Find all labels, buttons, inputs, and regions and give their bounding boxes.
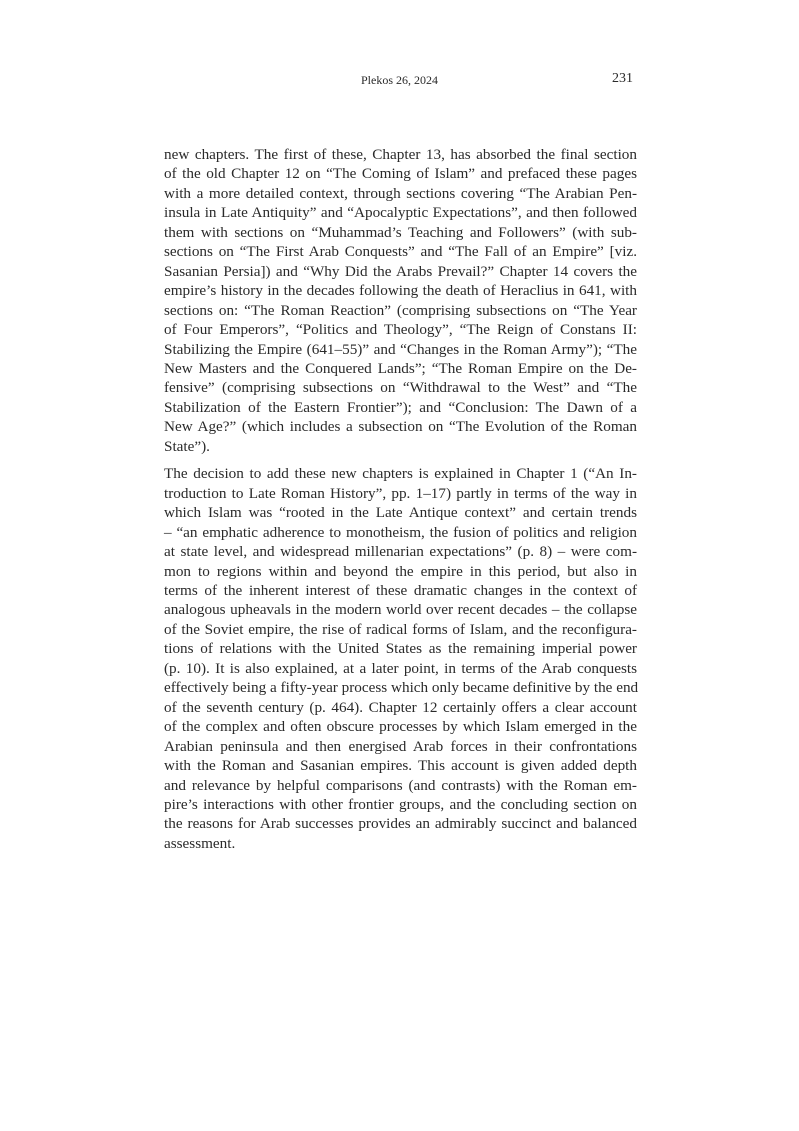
text-line: empire’s history in the decades following the death of Heraclius in 641, with — [164, 282, 637, 300]
text-line: sections on: “The Roman Reaction” (comprising subsections on “The Year — [164, 301, 637, 319]
text-line: mon to regions within and beyond the empire in this period, but also in — [164, 562, 637, 580]
paragraph — [164, 145, 637, 456]
text-line: tions of relations with the United States as the remaining imperial power — [164, 640, 637, 658]
text-line: with a more detailed context, through sections covering “The Arabian Pen- — [164, 184, 637, 202]
text-line: of the Soviet empire, the rise of radical forms of Islam, and the reconfigura- — [164, 620, 637, 638]
body-text — [164, 145, 637, 861]
text-line: of the seventh century (p. 464). Chapter 12 certainly offers a clear account — [164, 698, 637, 716]
text-line: fensive” (comprising subsections on “Withdrawal to the West” and “The — [164, 379, 637, 397]
text-line: New Masters and the Conquered Lands”; “The Roman Empire on the De- — [164, 359, 637, 377]
text-line: troduction to Late Roman History”, pp. 1–17) partly in terms of the way in — [164, 484, 637, 502]
paragraph — [164, 464, 637, 853]
text-line: and relevance by helpful comparisons (and contrasts) with the Roman em- — [164, 776, 637, 794]
text-line: Stabilization of the Eastern Frontier”); and “Conclusion: The Dawn of a — [164, 398, 637, 416]
text-line: pire’s interactions with other frontier groups, and the concluding section on — [164, 795, 637, 813]
text-line: – “an emphatic adherence to monotheism, the fusion of politics and religion — [164, 523, 637, 541]
text-line: assessment. — [164, 834, 236, 852]
text-line: (p. 10). It is also explained, at a later point, in terms of the Arab conquests — [164, 659, 637, 677]
text-line: new chapters. The first of these, Chapter 13, has absorbed the final section — [164, 146, 637, 163]
text-line: State”). — [164, 437, 210, 455]
text-line: effectively being a fifty-year process which only became definitive by the end — [164, 679, 639, 697]
text-line: at state level, and widespread millenarian expectations” (p. 8) – were com- — [164, 543, 637, 561]
text-line: insula in Late Antiquity” and “Apocalyptic Expectations”, and then followed — [164, 204, 637, 222]
text-line: of the old Chapter 12 on “The Coming of Islam” and prefaced these pages — [164, 165, 637, 183]
text-line: terms of the inherent interest of these dramatic changes in the context of — [164, 581, 637, 599]
text-line: of the complex and often obscure processes by which Islam emerged in the — [164, 718, 637, 736]
page-number: 231 — [612, 71, 633, 86]
text-line: which Islam was “rooted in the Late Antique context” and certain trends — [164, 504, 637, 522]
text-line: The decision to add these new chapters is explained in Chapter 1 (“An In- — [164, 465, 637, 483]
text-line: them with sections on “Muhammad’s Teaching and Followers” (with sub- — [164, 223, 637, 241]
text-line: New Age?” (which includes a subsection on “The Evolution of the Roman — [164, 418, 637, 436]
running-head: Plekos 26, 2024 — [360, 73, 438, 87]
text-line: the reasons for Arab successes provides an admirably succinct and balanced — [164, 815, 637, 833]
text-line: analogous upheavals in the modern world over recent decades – the collapse — [164, 601, 637, 619]
text-line: sections on “The First Arab Conquests” and “The Fall of an Empire” [viz. — [164, 243, 637, 261]
text-line: Sasanian Persia]) and “Why Did the Arabs Prevail?” Chapter 14 covers the — [164, 262, 637, 280]
text-line: Stabilizing the Empire (641–55)” and “Changes in the Roman Army”); “The — [164, 340, 637, 358]
text-line: with the Roman and Sasanian empires. This account is given added depth — [164, 757, 637, 775]
text-line: Arabian peninsula and then energised Arab forces in their confrontations — [164, 737, 637, 755]
text-line: of Four Emperors”, “Politics and Theology”, “The Reign of Constans II: — [164, 321, 637, 339]
